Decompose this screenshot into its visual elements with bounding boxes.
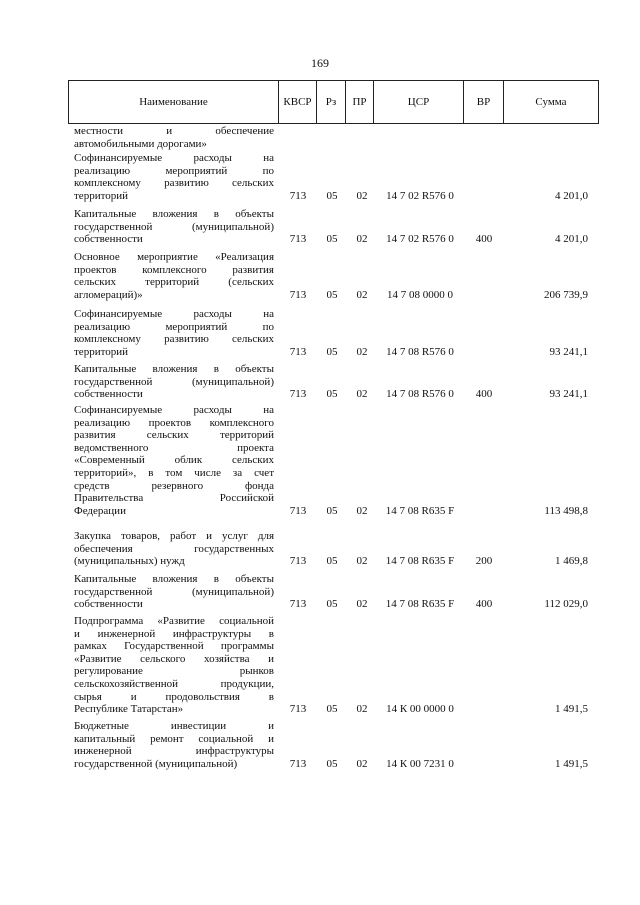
table-row (0, 152, 640, 202)
header-sum: Сумма (504, 81, 599, 124)
row-vr: 200 (475, 555, 493, 568)
row-pr: 02 (356, 189, 368, 202)
row-pr: 02 (356, 288, 368, 301)
row-name (74, 404, 274, 517)
row-pr: 02 (356, 345, 368, 358)
row-vr: 400 (475, 388, 493, 401)
row-name-line: Подпрограмма «Развитие социальной (74, 615, 274, 627)
table-row (0, 530, 640, 568)
row-csr: 14 К 00 0000 0 (386, 703, 454, 716)
row-name-line: «Развитие сельского хозяйства и (74, 652, 274, 665)
row-name (74, 251, 274, 301)
row-kvsr: 713 (289, 504, 307, 517)
row-sum: 93 241,1 (549, 345, 588, 358)
row-name-line: Капитальные вложения в объекты (74, 363, 274, 375)
row-csr: 14 К 00 7231 0 (386, 757, 454, 770)
row-vr: 400 (475, 598, 493, 611)
row-rz: 05 (326, 598, 338, 611)
row-name-line: реализацию мероприятий по (74, 164, 274, 177)
row-name-line: развития сельских территорий (74, 429, 274, 442)
row-kvsr: 713 (289, 288, 307, 301)
row-name-line: собственности (74, 233, 143, 246)
row-name-line: государственной (муниципальной) (74, 585, 274, 598)
row-name-line: (муниципальных) нужд (74, 555, 185, 568)
row-csr: 14 7 08 0000 0 (387, 288, 453, 301)
row-name-line: Правительства Российской (74, 492, 274, 505)
row-sum: 1 491,5 (555, 703, 588, 716)
row-name-line: Софинансируемые расходы на (74, 308, 274, 320)
table-row (0, 125, 640, 150)
row-name-line: комплексному развитию сельских (74, 333, 274, 346)
row-pr: 02 (356, 598, 368, 611)
row-name-line: капитальный ремонт социальной и (74, 732, 274, 745)
row-name-line: местности и обеспечение (74, 125, 274, 137)
row-name-line: рамках Государственной программы (74, 640, 274, 653)
row-kvsr: 713 (289, 757, 307, 770)
row-rz: 05 (326, 189, 338, 202)
row-name-line: собственности (74, 598, 143, 611)
row-rz: 05 (326, 345, 338, 358)
row-pr: 02 (356, 504, 368, 517)
row-name-line: инженерной инфраструктуры (74, 745, 274, 758)
row-name-line: собственности (74, 388, 143, 401)
header-name: Наименование (69, 81, 279, 124)
row-name-line: и инженерной инфраструктуры в (74, 627, 274, 640)
row-name (74, 308, 274, 358)
page-number: 169 (311, 56, 329, 70)
row-sum: 4 201,0 (555, 233, 588, 246)
row-name-line: территорий (74, 189, 129, 202)
row-name-line: Основное мероприятие «Реализация (74, 251, 274, 263)
row-kvsr: 713 (289, 555, 307, 568)
row-pr: 02 (356, 388, 368, 401)
row-name (74, 573, 274, 611)
row-name-line: комплексному развитию сельских (74, 177, 274, 190)
row-name-line: реализацию проектов комплексного (74, 416, 274, 429)
row-name-line: государственной (муниципальной) (74, 757, 238, 770)
header-csr: ЦСР (374, 81, 464, 124)
table-row (0, 208, 640, 246)
row-name-line: регулирование рынков (74, 665, 274, 678)
row-pr: 02 (356, 233, 368, 246)
row-sum: 206 739,9 (544, 288, 588, 301)
row-name-line: Софинансируемые расходы на (74, 152, 274, 164)
header-pr: ПР (346, 81, 374, 124)
row-pr: 02 (356, 703, 368, 716)
header-vr: ВР (464, 81, 504, 124)
row-name-line: Закупка товаров, работ и услуг для (74, 530, 274, 542)
row-name (74, 615, 274, 716)
row-rz: 05 (326, 388, 338, 401)
row-name-line: «Современный облик сельских (74, 454, 274, 467)
row-name-line: сельских территорий (сельских (74, 276, 274, 289)
row-vr: 400 (475, 233, 493, 246)
table-row (0, 720, 640, 770)
row-rz: 05 (326, 288, 338, 301)
row-rz: 05 (326, 703, 338, 716)
row-kvsr: 713 (289, 598, 307, 611)
row-name-line: Капитальные вложения в объекты (74, 208, 274, 220)
row-name-line: Федерации (74, 504, 126, 517)
row-name (74, 720, 274, 770)
row-name (74, 125, 274, 150)
header-kvsr: КВСР (279, 81, 317, 124)
row-name-line: сырья и продовольствия в (74, 690, 274, 703)
row-csr: 14 7 02 R576 0 (386, 233, 454, 246)
row-name-line: обеспечения государственных (74, 542, 274, 555)
row-name-line: Республике Татарстан» (74, 703, 184, 716)
row-name (74, 208, 274, 246)
row-csr: 14 7 08 R576 0 (386, 345, 454, 358)
row-sum: 1 491,5 (555, 757, 588, 770)
row-sum: 112 029,0 (544, 598, 588, 611)
row-csr: 14 7 08 R635 F (385, 504, 455, 517)
table-row (0, 615, 640, 716)
row-rz: 05 (326, 555, 338, 568)
row-name-line: агломераций)» (74, 288, 143, 301)
row-name-line: территорий (74, 345, 129, 358)
row-name (74, 530, 274, 568)
row-name-line: ведомственного проекта (74, 441, 274, 454)
table-row (0, 404, 640, 517)
row-csr: 14 7 08 R635 F (385, 598, 455, 611)
row-rz: 05 (326, 504, 338, 517)
table-row (0, 251, 640, 301)
row-name (74, 152, 274, 202)
row-name-line: средств резервного фонда (74, 479, 274, 492)
row-kvsr: 713 (289, 345, 307, 358)
row-csr: 14 7 02 R576 0 (386, 189, 454, 202)
row-pr: 02 (356, 555, 368, 568)
row-name (74, 363, 274, 401)
row-sum: 113 498,8 (544, 504, 588, 517)
row-name-line: государственной (муниципальной) (74, 375, 274, 388)
row-rz: 05 (326, 757, 338, 770)
table-row (0, 573, 640, 611)
row-pr: 02 (356, 757, 368, 770)
row-kvsr: 713 (289, 388, 307, 401)
row-name-line: реализацию мероприятий по (74, 320, 274, 333)
row-rz: 05 (326, 233, 338, 246)
row-name-line: Софинансируемые расходы на (74, 404, 274, 416)
row-name-line: Капитальные вложения в объекты (74, 573, 274, 585)
row-sum: 4 201,0 (555, 189, 588, 202)
header-rz: Рз (317, 81, 346, 124)
row-csr: 14 7 08 R576 0 (386, 388, 454, 401)
row-sum: 93 241,1 (549, 388, 588, 401)
row-sum: 1 469,8 (555, 555, 588, 568)
row-name-line: территорий», в том числе за счет (74, 466, 274, 479)
row-name-line: автомобильными дорогами» (74, 137, 207, 150)
row-kvsr: 713 (289, 703, 307, 716)
table-row (0, 308, 640, 358)
row-name-line: сельскохозяйственной продукции, (74, 677, 274, 690)
row-name-line: государственной (муниципальной) (74, 220, 274, 233)
row-kvsr: 713 (289, 189, 307, 202)
row-csr: 14 7 08 R635 F (385, 555, 455, 568)
table-row (0, 363, 640, 401)
row-name-line: проектов комплексного развития (74, 263, 274, 276)
row-name-line: Бюджетные инвестиции и (74, 720, 274, 732)
row-kvsr: 713 (289, 233, 307, 246)
